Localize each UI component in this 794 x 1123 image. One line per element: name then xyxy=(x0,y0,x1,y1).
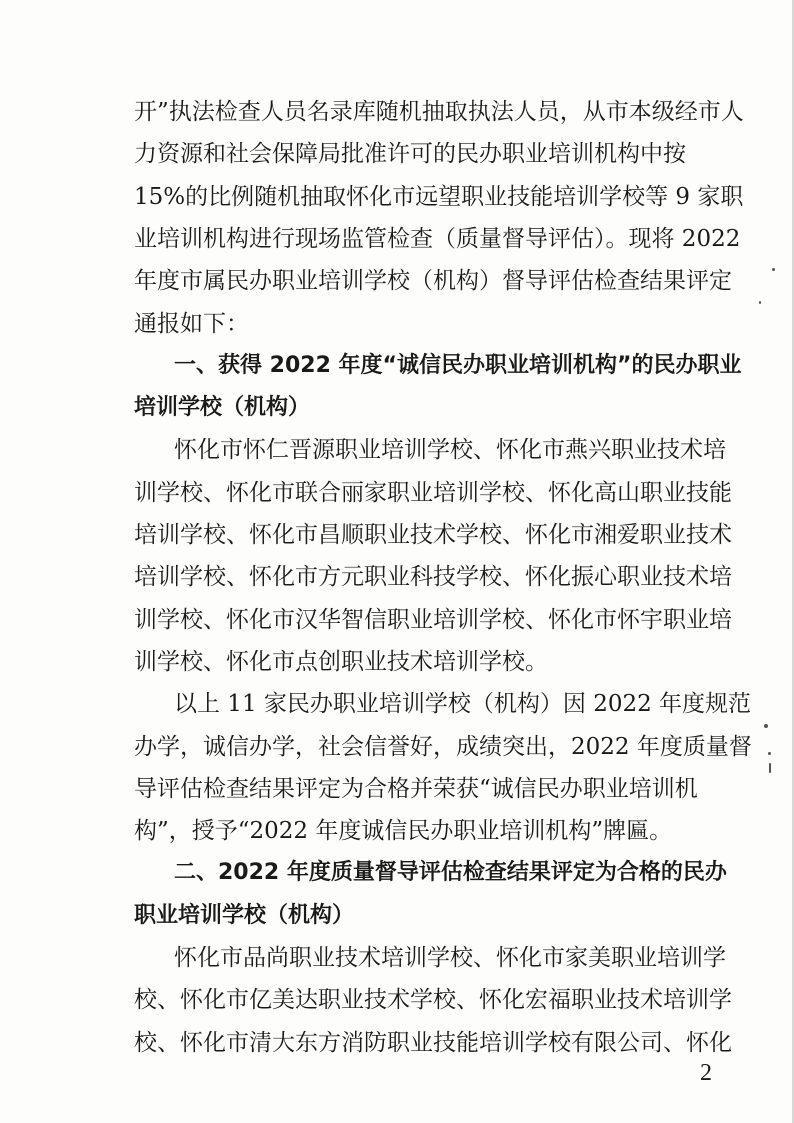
scan-speck xyxy=(764,724,768,728)
body-text-line: 校、怀化市清大东方消防职业技能培训学校有限公司、怀化 xyxy=(134,1030,732,1056)
body-text-line: 构”，授予“2022 年度诚信民办职业培训机构”牌匾。 xyxy=(134,818,673,844)
body-text-line: 导评估检查结果评定为合格并荣获“诚信民办职业培训机 xyxy=(134,776,698,802)
body-text-line: 培训学校、怀化市昌顺职业技术学校、怀化市湘爱职业技术 xyxy=(134,522,732,548)
body-text-line: 开”执法检查人员名录库随机抽取执法人员，从市本级经市人 xyxy=(134,99,744,125)
body-text-line: 校、怀化市亿美达职业技术学校、怀化宏福职业技术培训学 xyxy=(134,987,732,1013)
body-text-line: 年度市属民办职业培训学校（机构）督导评估检查结果评定 xyxy=(134,268,732,294)
body-text-line: 业培训机构进行现场监管检查（质量督导评估）。现将 2022 xyxy=(134,226,741,252)
page-number: 2 xyxy=(700,1060,712,1086)
body-text-line: 以上 11 家民办职业培训学校（机构）因 2022 年度规范 xyxy=(174,691,752,717)
scan-speck xyxy=(769,763,771,773)
scan-speck xyxy=(772,268,775,271)
body-text-line: 培训学校、怀化市方元职业科技学校、怀化振心职业技术培 xyxy=(134,564,732,590)
section-heading-2-continued: 职业培训学校（机构） xyxy=(134,903,355,928)
section-heading-1: 一、获得 2022 年度“诚信民办职业培训机构”的民办职业 xyxy=(174,353,742,378)
body-text-line: 训学校、怀化市联合丽家职业培训学校、怀化高山职业技能 xyxy=(134,480,732,506)
scan-speck xyxy=(768,752,771,755)
body-text-line: 通报如下： xyxy=(134,311,249,337)
body-text-line: 15%的比例随机抽取怀化市远望职业技能培训学校等 9 家职 xyxy=(134,184,744,210)
body-text-line: 训学校、怀化市点创职业技术培训学校。 xyxy=(134,649,548,675)
section-heading-2: 二、2022 年度质量督导评估检查结果评定为合格的民办 xyxy=(174,860,727,885)
body-text-line: 怀化市怀仁晋源职业培训学校、怀化市燕兴职业技术培 xyxy=(174,437,726,463)
body-text-line: 训学校、怀化市汉华智信职业培训学校、怀化市怀宇职业培 xyxy=(134,607,732,633)
section-heading-1-continued: 培训学校（机构） xyxy=(134,395,311,420)
scan-speck xyxy=(759,301,761,304)
body-text-line: 办学，诚信办学，社会信誉好，成绩突出，2022 年度质量督 xyxy=(134,734,752,760)
body-text-line: 力资源和社会保障局批准许可的民办职业培训机构中按 xyxy=(134,141,686,167)
body-text-line: 怀化市品尚职业技术培训学校、怀化市家美职业培训学 xyxy=(174,945,726,971)
